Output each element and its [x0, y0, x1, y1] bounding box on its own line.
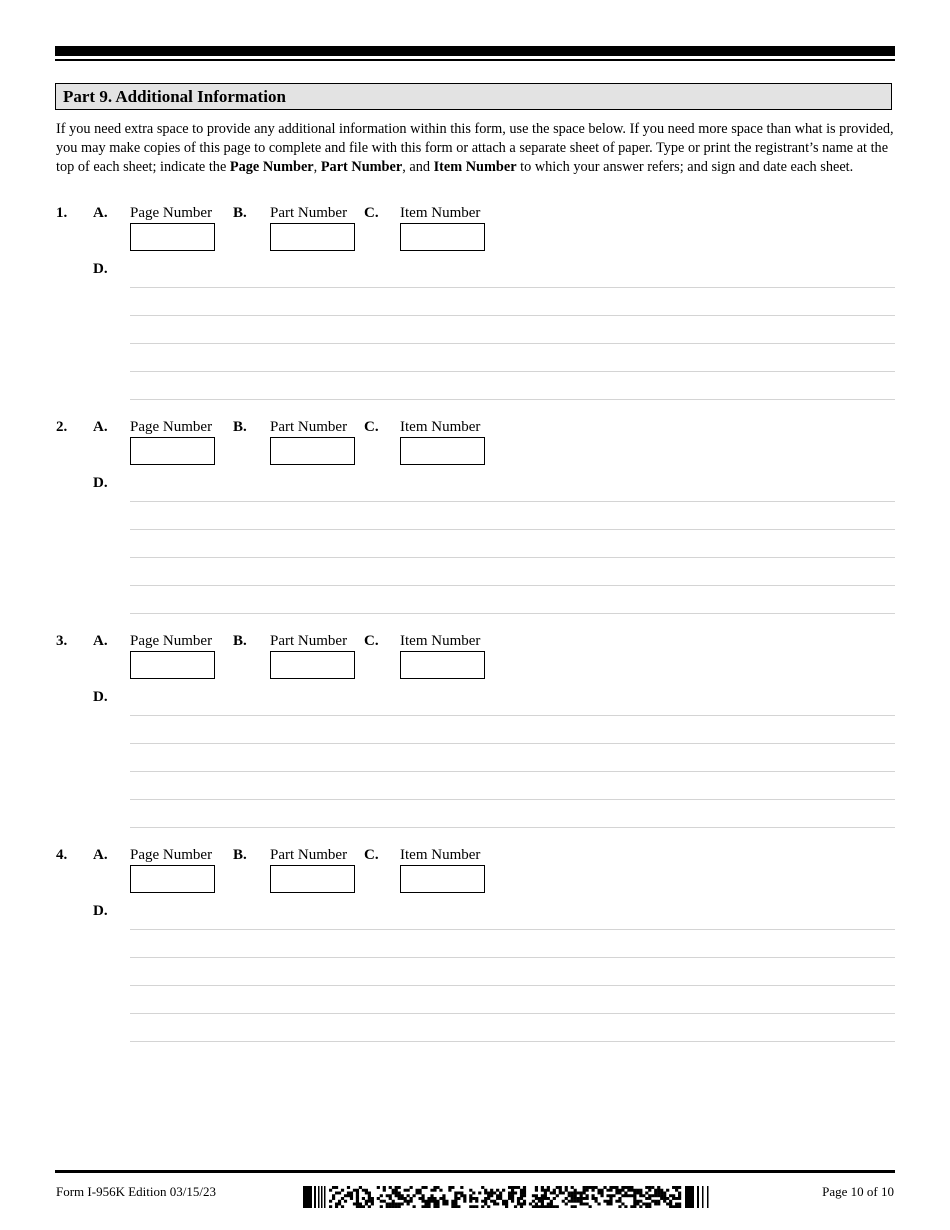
label-c: C. [364, 419, 379, 435]
answer-line[interactable] [130, 287, 895, 288]
intro-sep-1: , [313, 159, 321, 175]
intro-bold-item: Item Number [433, 159, 517, 175]
item-number-field[interactable] [400, 651, 485, 679]
answer-line[interactable] [130, 585, 895, 586]
part-number-field[interactable] [270, 223, 355, 251]
label-b: B. [233, 205, 247, 221]
answer-line[interactable] [130, 501, 895, 502]
part-number-field[interactable] [270, 865, 355, 893]
part-header [55, 83, 892, 110]
intro-text-2: to which your answer refers; and sign and date each sheet. [516, 159, 854, 175]
label-a: A. [93, 847, 108, 863]
page-number-label: Page Number [130, 205, 213, 221]
label-c: C. [364, 205, 379, 221]
item-number-label: Item Number [400, 633, 481, 649]
answer-line[interactable] [130, 957, 895, 958]
part-title: Part 9. Additional Information [63, 87, 286, 106]
page-number-label: Page Number [130, 847, 213, 863]
label-c: C. [364, 633, 379, 649]
page-number-label: Page Number [130, 633, 213, 649]
item-number-label: Item Number [400, 205, 481, 221]
bottom-rule [55, 1170, 895, 1173]
label-a: A. [93, 205, 108, 221]
item-number: 3. [56, 633, 68, 649]
answer-line[interactable] [130, 715, 895, 716]
intro-bold-page: Page Number [229, 159, 314, 175]
barcode-icon [303, 1186, 713, 1208]
answer-line[interactable] [130, 399, 895, 400]
label-d: D. [93, 261, 108, 277]
item-number-label: Item Number [400, 419, 481, 435]
label-c: C. [364, 847, 379, 863]
page-number-label: Page Number [130, 419, 213, 435]
answer-line[interactable] [130, 371, 895, 372]
label-d: D. [93, 903, 108, 919]
answer-line[interactable] [130, 929, 895, 930]
answer-line[interactable] [130, 343, 895, 344]
answer-line[interactable] [130, 799, 895, 800]
additional-info-item-3 [0, 633, 950, 833]
label-a: A. [93, 633, 108, 649]
page-number-field[interactable] [130, 865, 215, 893]
label-d: D. [93, 689, 108, 705]
page-number-field[interactable] [130, 651, 215, 679]
page-number-field[interactable] [130, 437, 215, 465]
intro-bold-part: Part Number [320, 159, 403, 175]
additional-info-item-1 [0, 205, 950, 405]
answer-line[interactable] [130, 743, 895, 744]
answer-line[interactable] [130, 1041, 895, 1042]
label-a: A. [93, 419, 108, 435]
page-number: Page 10 of 10 [822, 1184, 894, 1199]
page-number-field[interactable] [130, 223, 215, 251]
instructions [56, 120, 898, 177]
form-edition: Form I-956K Edition 03/15/23 [56, 1184, 216, 1199]
intro-sep-2: , and [402, 159, 434, 175]
answer-line[interactable] [130, 827, 895, 828]
item-number: 2. [56, 419, 68, 435]
item-number-label: Item Number [400, 847, 481, 863]
additional-info-item-4 [0, 847, 950, 1047]
top-rule-thin [55, 59, 895, 61]
part-number-label: Part Number [270, 633, 348, 649]
item-number-field[interactable] [400, 223, 485, 251]
part-number-label: Part Number [270, 419, 348, 435]
label-b: B. [233, 633, 247, 649]
answer-line[interactable] [130, 1013, 895, 1014]
answer-line[interactable] [130, 771, 895, 772]
intro-text-1: If you need extra space to provide any additional information within this form, use the space below. If you need more space than what is provided, you may make copies of this page to complete and file with this form or attach a separate sheet of paper. Type or print the registrant’s name at the top of each sheet; indicate the [56, 121, 894, 175]
answer-line[interactable] [130, 557, 895, 558]
label-b: B. [233, 847, 247, 863]
top-rule-thick [55, 46, 895, 56]
additional-info-item-2 [0, 419, 950, 619]
item-number-field[interactable] [400, 865, 485, 893]
item-number-field[interactable] [400, 437, 485, 465]
item-number: 1. [56, 205, 68, 221]
answer-line[interactable] [130, 529, 895, 530]
part-number-field[interactable] [270, 651, 355, 679]
part-number-label: Part Number [270, 847, 348, 863]
label-d: D. [93, 475, 108, 491]
item-number: 4. [56, 847, 68, 863]
part-number-field[interactable] [270, 437, 355, 465]
answer-line[interactable] [130, 315, 895, 316]
part-number-label: Part Number [270, 205, 348, 221]
label-b: B. [233, 419, 247, 435]
answer-line[interactable] [130, 985, 895, 986]
answer-line[interactable] [130, 613, 895, 614]
